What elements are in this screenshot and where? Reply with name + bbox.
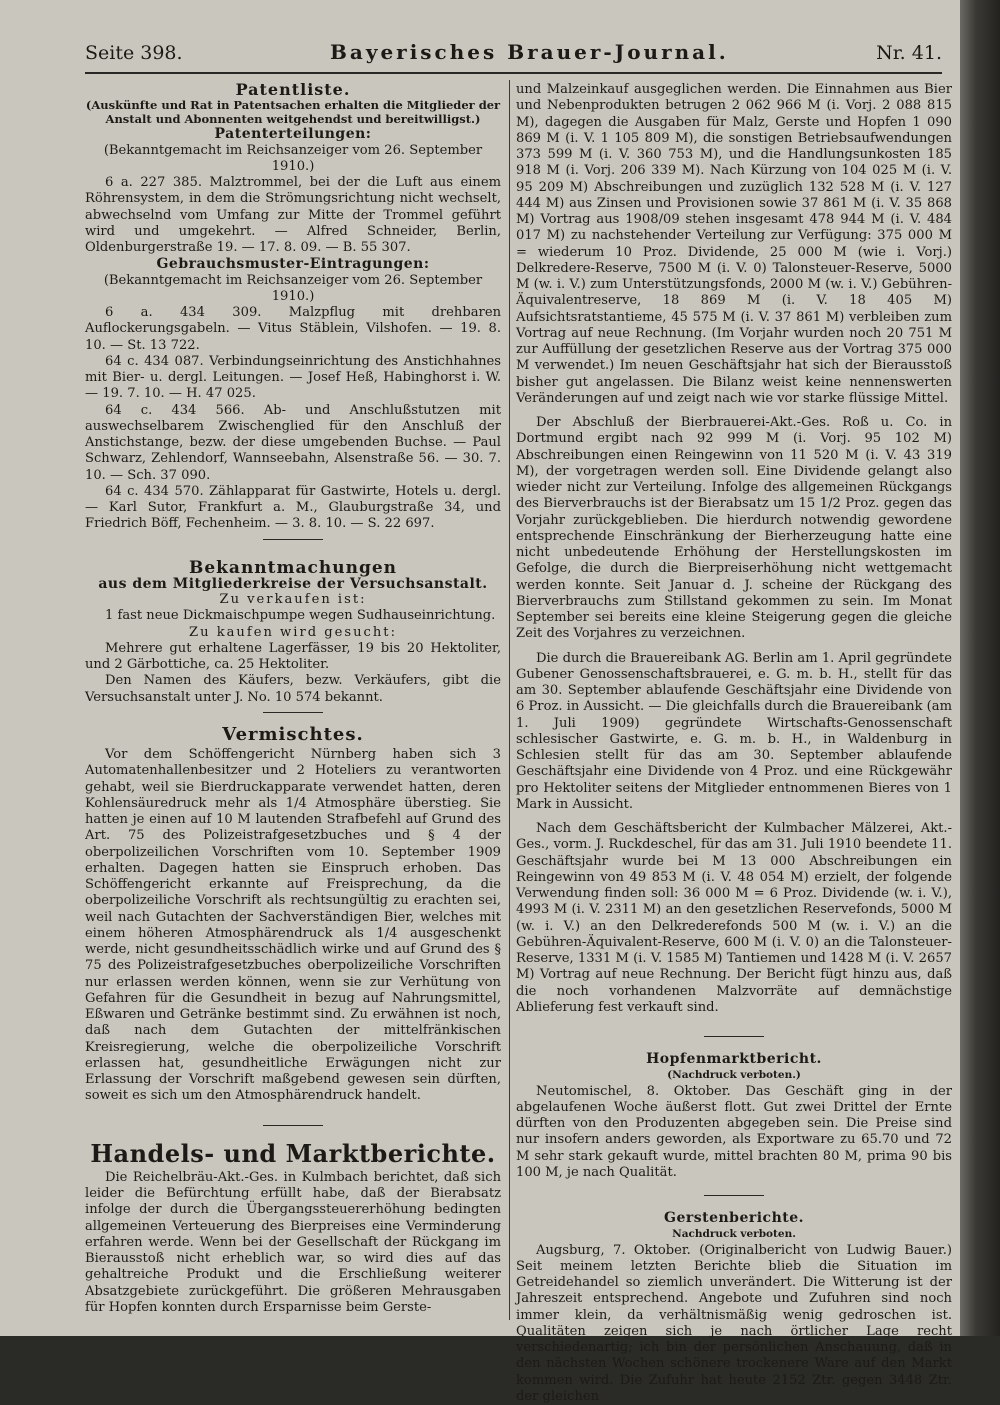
patent-note: (Auskünfte und Rat in Patentsachen erhalten die Mitglieder der Anstalt und Abonnenten weitgehendst und bereitwilligst.) [85, 98, 501, 126]
erteilungen-entry: 6 a. 227 385. Malztrommel, bei der die Luft aus einem Röhrensystem, in dem die Strömungsrichtung nicht wechselt, abwechselnd vom Umfang zur Mitte der Trommel geführt wird und umgekehrt. — Alfred Schneider, Berlin, Oldenburgerstraße 19. — 17. 8. 09. — B. 55 307. [85, 175, 501, 256]
brauereibank-report: Die durch die Brauereibank AG. Berlin am 1. April gegründete Gubener Genossenschaftsbrauerei, e. G. m. b. H., stellt für das am 30. September ablaufende Geschäftsjahr eine Dividende von 6 Proz. in Aussicht. — Die gleichfalls durch die Brauereibank (am 1. Juli 1909) gegründete Wirtschafts-Genossenschaft schlesischer Gastwirte, e. G. m. b. H., in Waldenburg in Schlesien stellt für das am 30. September ablaufende Geschäftsjahr eine Dividende von 4 Proz. und eine Rückgewähr pro Hektoliter seitens der Mitglieder entnommenen Bieres von 1 Mark in Aussicht. [516, 651, 952, 814]
erteilungen-source: (Bekanntgemacht im Reichsanzeiger vom 26. September 1910.) [85, 143, 501, 176]
section-divider [263, 539, 323, 540]
gebrauchsmuster-entry: 6 a. 434 309. Malzpflug mit drehbaren Auflockerungsgabeln. — Vitus Stäblein, Vilshofen. — 19. 8. 10. — St. 13 722. [85, 305, 501, 354]
verkaufen-text: 1 fast neue Dickmaischpumpe wegen Sudhauseinrichtung. [85, 608, 501, 624]
gerstenberichte-text: Augsburg, 7. Oktober. (Originalbericht von Ludwig Bauer.) Seit meinem letzten Berichte blieb die Situation im Getreidehandel so ziemlich unverändert. Die Witterung ist der Jahreszeit entsprechend. Angebote und Zufuhren sind noch immer klein, da verhältnismäßig wenig gedroschen ist. Qualitäten zeigen sich je nach örtlicher Lage recht verschiedenartig; ich bin der persönlichen Anschauung, daß in den nächsten Wochen schönere trockenere Ware auf den Markt kommen wird. Die Zufuhr hat heute 2152 Ztr. gegen 3448 Ztr. der gleichen [516, 1243, 952, 1405]
hopfenmarkt-title: Hopfenmarktbericht. [516, 1051, 952, 1067]
gerstenberichte-note: Nachdruck verboten. [516, 1226, 952, 1242]
kaufen-heading: Zu kaufen wird gesucht: [85, 625, 501, 641]
left-column [85, 82, 501, 1316]
hopfenmarkt-note: (Nachdruck verboten.) [516, 1067, 952, 1083]
column-divider [509, 80, 510, 1320]
reichelbraeu-continued: und Malzeinkauf ausgeglichen werden. Die Einnahmen aus Bier und Nebenprodukten betrugen 2 062 966 M (i. Vorj. 2 088 815 M), dagegen die Ausgaben für Malz, Gerste und Hopfen 1 090 869 M (i. V. 1 105 809 M), die sonstigen Betriebsaufwendungen 373 599 M (i. V. 360 753 M), und die Handlungsunkosten 185 918 M (i. Vorj. 206 339 M). Nach Kürzung von 104 025 M (i. V. 95 209 M) Abschreibungen und zuzüglich 132 528 M (i. V. 127 444 M) aus Zinsen und Provisionen sowie 37 861 M (i. V. 35 868 M) Vortrag aus 1908/09 stehen insgesamt 478 944 M (i. V. 484 017 M) zu nachstehender Verteilung zur Verfügung: 375 000 M = wiederum 10 Proz. Dividende, 25 000 M (wie i. Vorj.) Delkredere-Reserve, 7500 M (i. V. 0) Talonsteuer-Reserve, 5000 M (w. i. V.) zum Unterstützungsfonds, 2000 M (w. i. V.) Gebühren-Äquivalentreserve, 18 869 M (i. V. 18 405 M) Aufsichtsratstantieme, 45 575 M (i. V. 37 861 M) verbleiben zum Vortrag auf neue Rechnung. (Im Vorjahr wurden noch 20 751 M zur Auffüllung der gesetzlichen Reserve aus der Vortrag 375 000 M verwendet.) Im neuen Geschäftsjahr hat sich der Bierausstoß bisher gut angelassen. Die Bilanz weist keine nennenswerten Veränderungen auf und zeigt nach wie vor starke flüssige Mittel. [516, 82, 952, 407]
vermischtes-text: Vor dem Schöffengericht Nürnberg haben sich 3 Automatenhallenbesitzer und 2 Hoteliers zu verantworten gehabt, weil sie Bierdruckapparate verwendet hatten, deren Kohlensäuredruck mehr als 1/4 Atmosphäre überstieg. Sie hatten je einen auf 10 M lautenden Strafbefehl auf Grund des Art. 75 des Polizeistrafgesetzbuches und § 4 der oberpolizeilichen Vorschriften vom 10. September 1909 erhalten. Dagegen hatten sie Einspruch erhoben. Das Schöffengericht erkannte auf Freisprechung, da die oberpolizeiliche Vorschrift als rechtsungültig zu erachten sei, weil nach Gutachten der Sachverständigen Bier, welches mit einem höheren Atmosphärendruck als 1/4 ausgeschenkt werde, nicht gesundheitsschädlich wirke und auf Grund des § 75 des Polizeistrafgesetzbuches oberpolizeiliche Vorschriften nur erlassen werden können, wenn sie zur Verhütung von Gefahren für die Gesundheit in bezug auf Nahrungsmittel, Eßwaren und Getränke bestimmt sind. Zu erwähnen ist noch, daß nach dem Gutachten der mittelfränkischen Kreisregierung, welche die oberpolizeiliche Vorschrift erlassen hat, gesundheitliche Erwägungen nicht zur Erlassung der Vorschrift maßgebend gewesen sein dürften, soweit es sich um den Atmosphärendruck handelt. [85, 747, 501, 1105]
bekanntmachungen-title: Bekanntmachungen [85, 560, 501, 576]
kaufen-text: Mehrere gut erhaltene Lagerfässer, 19 bis 20 Hektoliter, und 2 Gärbottiche, ca. 25 Hektoliter. [85, 641, 501, 674]
section-divider [704, 1036, 764, 1037]
section-divider [704, 1195, 764, 1196]
section-divider [263, 712, 323, 713]
section-divider [263, 1125, 323, 1126]
rossbrauerei-report: Der Abschluß der Bierbrauerei-Akt.-Ges. Roß u. Co. in Dortmund ergibt nach 92 999 M (i. Vorj. 95 102 M) Abschreibungen einen Reingewinn von 11 520 M (i. V. 43 319 M), der vorgetragen werden soll. Eine Dividende gelangt also wieder nicht zur Verteilung. Infolge des allgemeinen Rückgangs des Bierverbrauchs ist der Bierabsatz um 15 1/2 Proz. gegen das Vorjahr zurückgeblieben. Die hierdurch notwendig gewordene entsprechende Einschränkung der Bierherzeugung hatte eine nicht unbedeutende Erhöhung der Herstellungskosten im Gefolge, die durch die Bierpreiserhöhung nicht wettgemacht werden konnte. Seit Januar d. J. scheine der Rückgang des Bierverbrauchs zum Stillstand gekommen zu sein. Im Monat September sei bereits eine kleine Steigerung gegen die gleiche Zeit des Vorjahres zu verzeichnen. [516, 415, 952, 643]
gebrauchsmuster-title: Gebrauchsmuster-Eintragungen: [85, 256, 501, 272]
gebrauchsmuster-source: (Bekanntgemacht im Reichsanzeiger vom 26. September 1910.) [85, 273, 501, 306]
patent-title: Patentliste. [85, 82, 501, 98]
gebrauchsmuster-entry: 64 c. 434 566. Ab- und Anschlußstutzen mit auswechselbarem Zwischenglied für den Anschluß der Anstichstange, bezw. der diese umgebenden Buchse. — Paul Schwarz, Zehlendorf, Wannseebahn, Alsenstraße 56. — 30. 7. 10. — Sch. 37 090. [85, 403, 501, 484]
running-header [85, 40, 942, 70]
right-column [516, 82, 952, 1405]
bekanntmachungen-subtitle: aus dem Mitgliederkreise der Versuchsanstalt. [85, 576, 501, 592]
verkaufen-heading: Zu verkaufen ist: [85, 592, 501, 608]
gerstenberichte-title: Gerstenberichte. [516, 1210, 952, 1226]
hopfenmarkt-text: Neutomischel, 8. Oktober. Das Geschäft ging in der abgelaufenen Woche äußerst flott. Gut zwei Drittel der Ernte dürften von den Produzenten abgegeben sein. Die Preise sind nur insofern anders geworden, als Exportware zu 65.70 und 72 M sehr stark gekauft wurde, mittel brachten 80 M, prima 90 bis 100 M, je nach Qualität. [516, 1084, 952, 1182]
gebrauchsmuster-entry: 64 c. 434 087. Verbindungseinrichtung des Anstichhahnes mit Bier- u. dergl. Leitungen. — Josef Heß, Habinghorst i. W. — 19. 7. 10. — H. 47 025. [85, 354, 501, 403]
erteilungen-title: Patenterteilungen: [85, 126, 501, 142]
book-binding [960, 0, 1000, 1336]
issue-number: Nr. 41. [876, 42, 942, 64]
journal-title: Bayerisches Brauer-Journal. [330, 40, 729, 64]
contact-text: Den Namen des Käufers, bezw. Verkäufers, gibt die Versuchsanstalt unter J. No. 10 574 bekannt. [85, 673, 501, 706]
vermischtes-title: Vermischtes. [85, 727, 501, 743]
gebrauchsmuster-entry: 64 c. 434 570. Zählapparat für Gastwirte, Hotels u. dergl. — Karl Sutor, Frankfurt a. M., Glauburgstraße 34, und Friedrich Böff, Fechenheim. — 3. 8. 10. — S. 22 697. [85, 484, 501, 533]
header-rule [85, 72, 942, 74]
handel-title: Handels- und Marktberichte. [85, 1146, 501, 1162]
kulmbacher-maelzerei-report: Nach dem Geschäftsbericht der Kulmbacher Mälzerei, Akt.-Ges., vorm. J. Ruckdeschel, für das am 31. Juli 1910 beendete 11. Geschäftsjahr wurde bei M 13 000 Abschreibungen ein Reingewinn von 49 853 M (i. V. 48 054 M) erzielt, der folgende Verwendung finden soll: 36 000 M = 6 Proz. Dividende (w. i. V.), 4993 M (i. V. 2311 M) an den gesetzlichen Reservefonds, 5000 M (w. i. V.) an den Delkrederefonds 500 M (w. i. V.) an die Gebühren-Äquivalent-Reserve, 600 M (i. V. 0) an die Talonsteuer-Reserve, 1331 M (i. V. 1585 M) Tantiemen und 1428 M (i. V. 2657 M) Vortrag auf neue Rechnung. Der Bericht fügt hinzu aus, daß die noch vorhandenen Malzvorräte auf demnächstige Ablieferung fest verkauft sind. [516, 821, 952, 1016]
page-number: Seite 398. [85, 42, 183, 64]
handel-text: Die Reichelbräu-Akt.-Ges. in Kulmbach berichtet, daß sich leider die Befürchtung erfüllt habe, daß der Bierabsatz infolge der durch die Übergangssteuererhöhung bedingten allgemeinen Verteuerung des Bierpreises eine Verminderung erfahren werde. Wenn bei der Gesellschaft der Rückgang im Bierausstoß nicht erheblich war, so wird dies auf das gehaltreiche Produkt und die Erschließung weiterer Absatzgebiete zurückgeführt. Die größeren Mehrausgaben für Hopfen konnten durch Ersparnisse beim Gerste- [85, 1170, 501, 1316]
